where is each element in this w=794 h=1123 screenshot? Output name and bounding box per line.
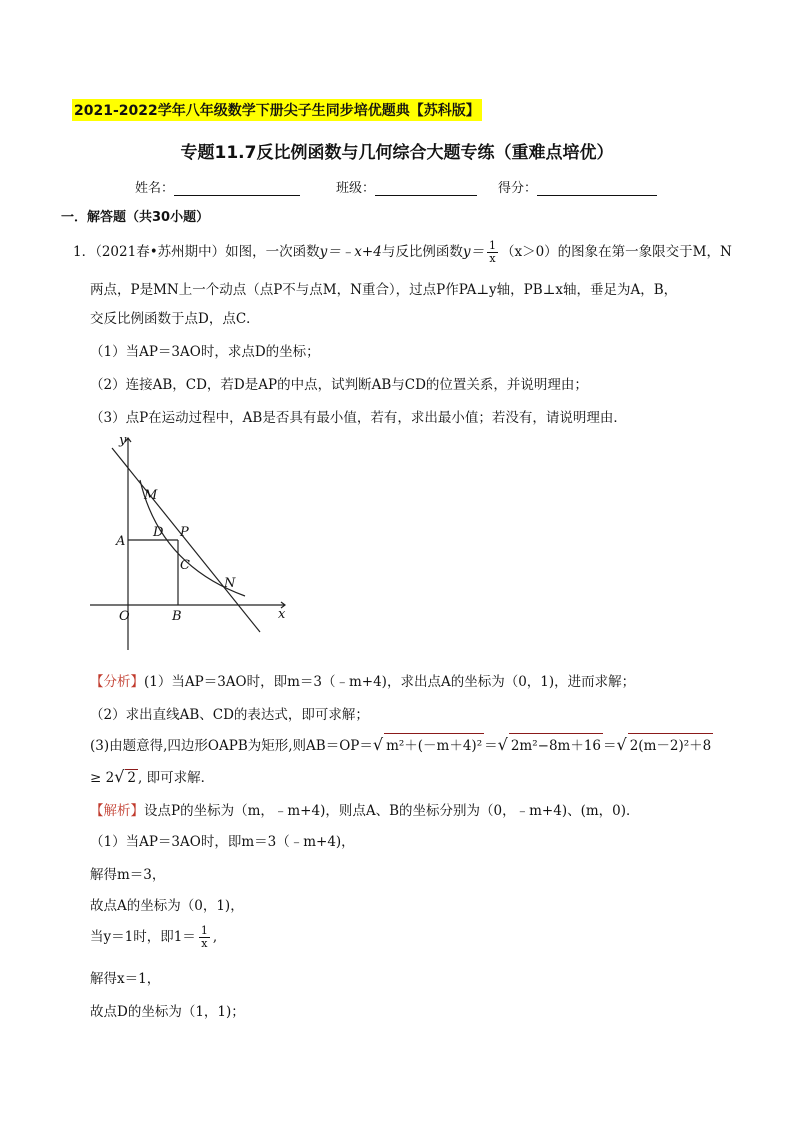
solution-line-6: 解得x＝1， <box>90 971 161 987</box>
solution-line-7: 故点D的坐标为（1，1)； <box>90 1004 245 1020</box>
analysis-line-1 <box>90 670 635 690</box>
radical-2: 2m²−8m＋16 <box>509 733 603 754</box>
question-condition: （x＞0）的图象在第一象限交于M，N <box>500 244 732 260</box>
linear-function: y＝﹣x+4 <box>319 244 382 260</box>
fraction-numerator: 1 <box>200 924 208 937</box>
class-blank[interactable] <box>375 181 477 196</box>
fraction-denominator: x <box>489 252 496 265</box>
radical-sign: √ <box>372 735 384 754</box>
name-label: 姓名： <box>135 181 175 196</box>
label-b: B <box>172 609 182 624</box>
solution-tag: 【解析】 <box>90 803 144 819</box>
analysis-line-3 <box>90 733 713 754</box>
label-d: D <box>153 525 164 540</box>
question-source: （2021春•苏州期中）如图，一次函数 <box>95 244 320 260</box>
analysis-text-3: (3)由题意得,四边形OAPB为矩形,则AB＝OP＝ <box>90 738 373 754</box>
analysis-tag: 【分析】 <box>90 674 144 690</box>
label-o: O <box>119 609 130 624</box>
label-n: N <box>224 576 236 591</box>
question-part-2: （2）连接AB，CD，若D是AP的中点，试判断AB与CD的位置关系，并说明理由； <box>90 377 588 393</box>
name-blank[interactable] <box>174 181 300 196</box>
question-text-mid: 与反比例函数 <box>381 244 463 260</box>
solution-text-5: 当y＝1时，即1＝ <box>90 929 196 945</box>
solution-line-2: （1）当AP＝3AO时，即m＝3（﹣m+4)， <box>90 834 355 850</box>
question-number: 1． <box>73 244 96 260</box>
solution-line-4: 故点A的坐标为（0，1)， <box>90 898 244 914</box>
analysis-line-4 <box>90 766 214 786</box>
name-field[interactable] <box>135 177 300 196</box>
score-field[interactable] <box>498 177 657 196</box>
question-part-1: （1）当AP＝3AO时，求点D的坐标； <box>90 344 320 360</box>
radical-3: 2(m－2)²＋8 <box>628 733 714 754</box>
equals-2: ＝ <box>603 738 617 754</box>
page-title: 专题11.7反比例函数与几何综合大题专练（重难点培优） <box>180 143 614 163</box>
section-heading: 一．解答题（共30小题） <box>61 210 210 225</box>
solution-fraction <box>199 925 210 950</box>
fraction-numerator: 1 <box>488 239 496 252</box>
fraction-denominator: x <box>201 937 208 950</box>
coordinate-figure <box>85 430 295 655</box>
label-y: y <box>119 433 127 448</box>
solution-text-5-end: , <box>212 929 218 945</box>
analysis-text-4-end: , 即可求解． <box>138 770 215 786</box>
class-label: 班级： <box>336 181 376 196</box>
radical-sign: √ <box>616 735 627 754</box>
radical-sign: √ <box>497 735 508 754</box>
analysis-line-2: （2）求出直线AB、CD的表达式，即可求解； <box>90 707 369 723</box>
equals-1: ＝ <box>484 738 498 754</box>
inverse-function-lhs: y＝ <box>462 244 484 260</box>
score-label: 得分： <box>498 181 538 196</box>
label-a: A <box>116 534 126 549</box>
solution-line-3: 解得m＝3， <box>90 867 166 883</box>
series-banner: 2021-2022学年八年级数学下册尖子生同步培优题典【苏科版】 <box>72 99 482 121</box>
question-part-3: （3）点P在运动过程中，AB是否具有最小值，若有，求出最小值；若没有，请说明理由． <box>90 410 627 426</box>
question-line-3: 交反比例函数于点D，点C． <box>90 311 260 327</box>
label-x: x <box>278 607 286 622</box>
analysis-text-4: ≥ 2 <box>90 770 115 786</box>
radical-sign: √ <box>114 767 125 786</box>
analysis-text-1: (1）当AP＝3AO时，即m＝3（﹣m+4)，求出点A的坐标为（0，1)，进而求解； <box>144 674 636 690</box>
label-m: M <box>144 488 158 503</box>
solution-line-5 <box>90 925 217 950</box>
inverse-function-fraction <box>487 240 498 265</box>
class-field[interactable] <box>336 177 477 196</box>
label-c: C <box>180 558 190 573</box>
label-p: P <box>180 525 189 540</box>
question-line-2: 两点，P是MN上一个动点（点P不与点M，N重合），过点P作PA⊥y轴，PB⊥x轴，垂足为A，B， <box>90 282 678 298</box>
score-blank[interactable] <box>537 181 657 196</box>
radical-1: m²＋(－m＋4)² <box>384 733 484 754</box>
solution-line-1 <box>90 799 640 819</box>
solution-text-1: 设点P的坐标为（m，﹣m+4)，则点A、B的坐标分别为（0，﹣m+4)、(m，0)． <box>144 803 640 819</box>
radical-4: 2 <box>127 770 136 786</box>
question-line-1 <box>73 240 732 265</box>
